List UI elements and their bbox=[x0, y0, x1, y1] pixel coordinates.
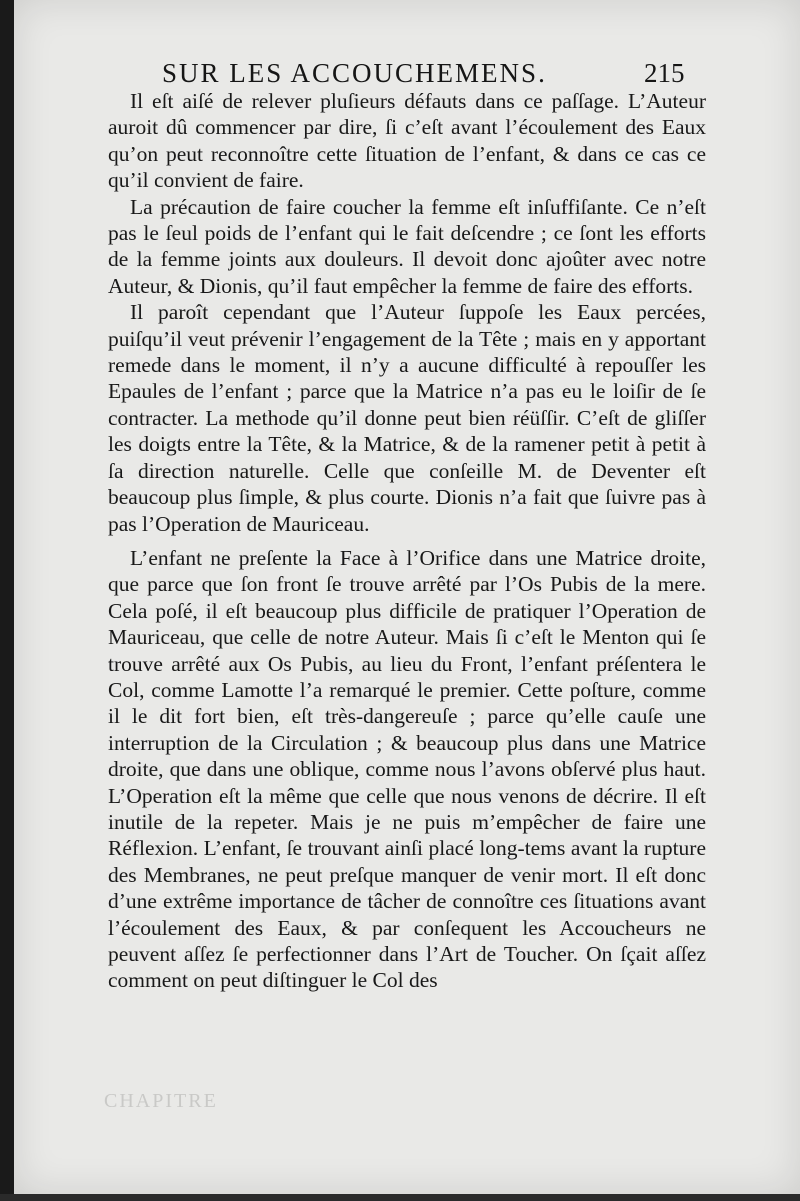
running-head: SUR LES ACCOUCHEMENS. bbox=[162, 58, 547, 88]
paragraph-3: Il paroît cependant que l’Auteur ſuppoſe les Eaux percées, puiſqu’il veut prévenir l’engagement de la Tête ; mais en y apportant remede dans le moment, il n’y a aucune difficulté à repouſſer les Epaules de l’enfant ; parce que la Matrice n’a pas eu le loiſir de ſe contracter. La methode qu’il donne peut bien réüſſir. C’eſt de gliſſer les doigts entre la Tête, & la Matrice, & de la ramener petit à petit à ſa direction naturelle. Celle que conſeille M. de Deventer eſt beaucoup plus ſimple, & plus courte. Dionis n’a fait que ſuivre pas à pas l’Operation de Mauriceau. bbox=[108, 300, 706, 536]
paragraph-4: L’enfant ne preſente la Face à l’Orifice dans une Matrice droite, que parce que ſon front ſe trouve arrêté par l’Os Pubis de la mere. Cela poſé, il eſt beaucoup plus difficile de pratiquer l’Operation de Mauriceau, que celle de notre Auteur. Mais ſi c’eſt le Menton qui ſe trouve arrêté aux Os Pubis, au lieu du Front, l’enfant préſentera le Col, comme Lamotte l’a remarqué le premier. Cette poſture, comme il le dit fort bien, eſt très-dangereuſe ; parce qu’elle cauſe une interruption de la Circulation ; & beaucoup plus dans une Matrice droite, que dans une oblique, comme nous l’avons obſervé plus haut. L’Operation eſt la même que celle que nous venons de décrire. Il eſt inutile de la repeter. Mais je ne puis m’empêcher de faire une Réflexion. L’enfant, ſe trouvant ainſi placé long-tems avant la rupture des Membranes, ne peut preſque manquer de venir mort. Il eſt donc d’une extrême importance de tâcher de connoître ces ſituations avant l’écoulement des Eaux, & par conſequent les Accoucheurs ne peuvent aſſez ſe perfectionner dans l’Art de Toucher. On ſçait aſſez comment on peut diſtinguer le Col des bbox=[108, 545, 706, 993]
body-text bbox=[108, 88, 706, 994]
catchword-show-through: CHAPITRE bbox=[104, 1090, 218, 1112]
scan-edge bbox=[0, 1194, 800, 1201]
paragraph-2: La précaution de faire coucher la femme eſt inſuffiſante. Ce n’eſt pas le ſeul poids de l’enfant qui le fait deſcendre ; ce ſont les efforts de la femme joints aux douleurs. Il devoit donc ajoûter avec notre Auteur, & Dionis, qu’il faut empêcher la femme de faire des efforts. bbox=[108, 194, 706, 298]
paragraph-1: Il eſt aiſé de relever pluſieurs défauts dans ce paſſage. L’Auteur auroit dû commencer par dire, ſi c’eſt avant l’écoulement des Eaux qu’on peut reconnoître cette ſituation de l’enfant, & dans ce cas ce qu’il convient de faire. bbox=[108, 89, 706, 193]
book-page bbox=[14, 0, 800, 1194]
page-number: 215 bbox=[644, 58, 685, 88]
